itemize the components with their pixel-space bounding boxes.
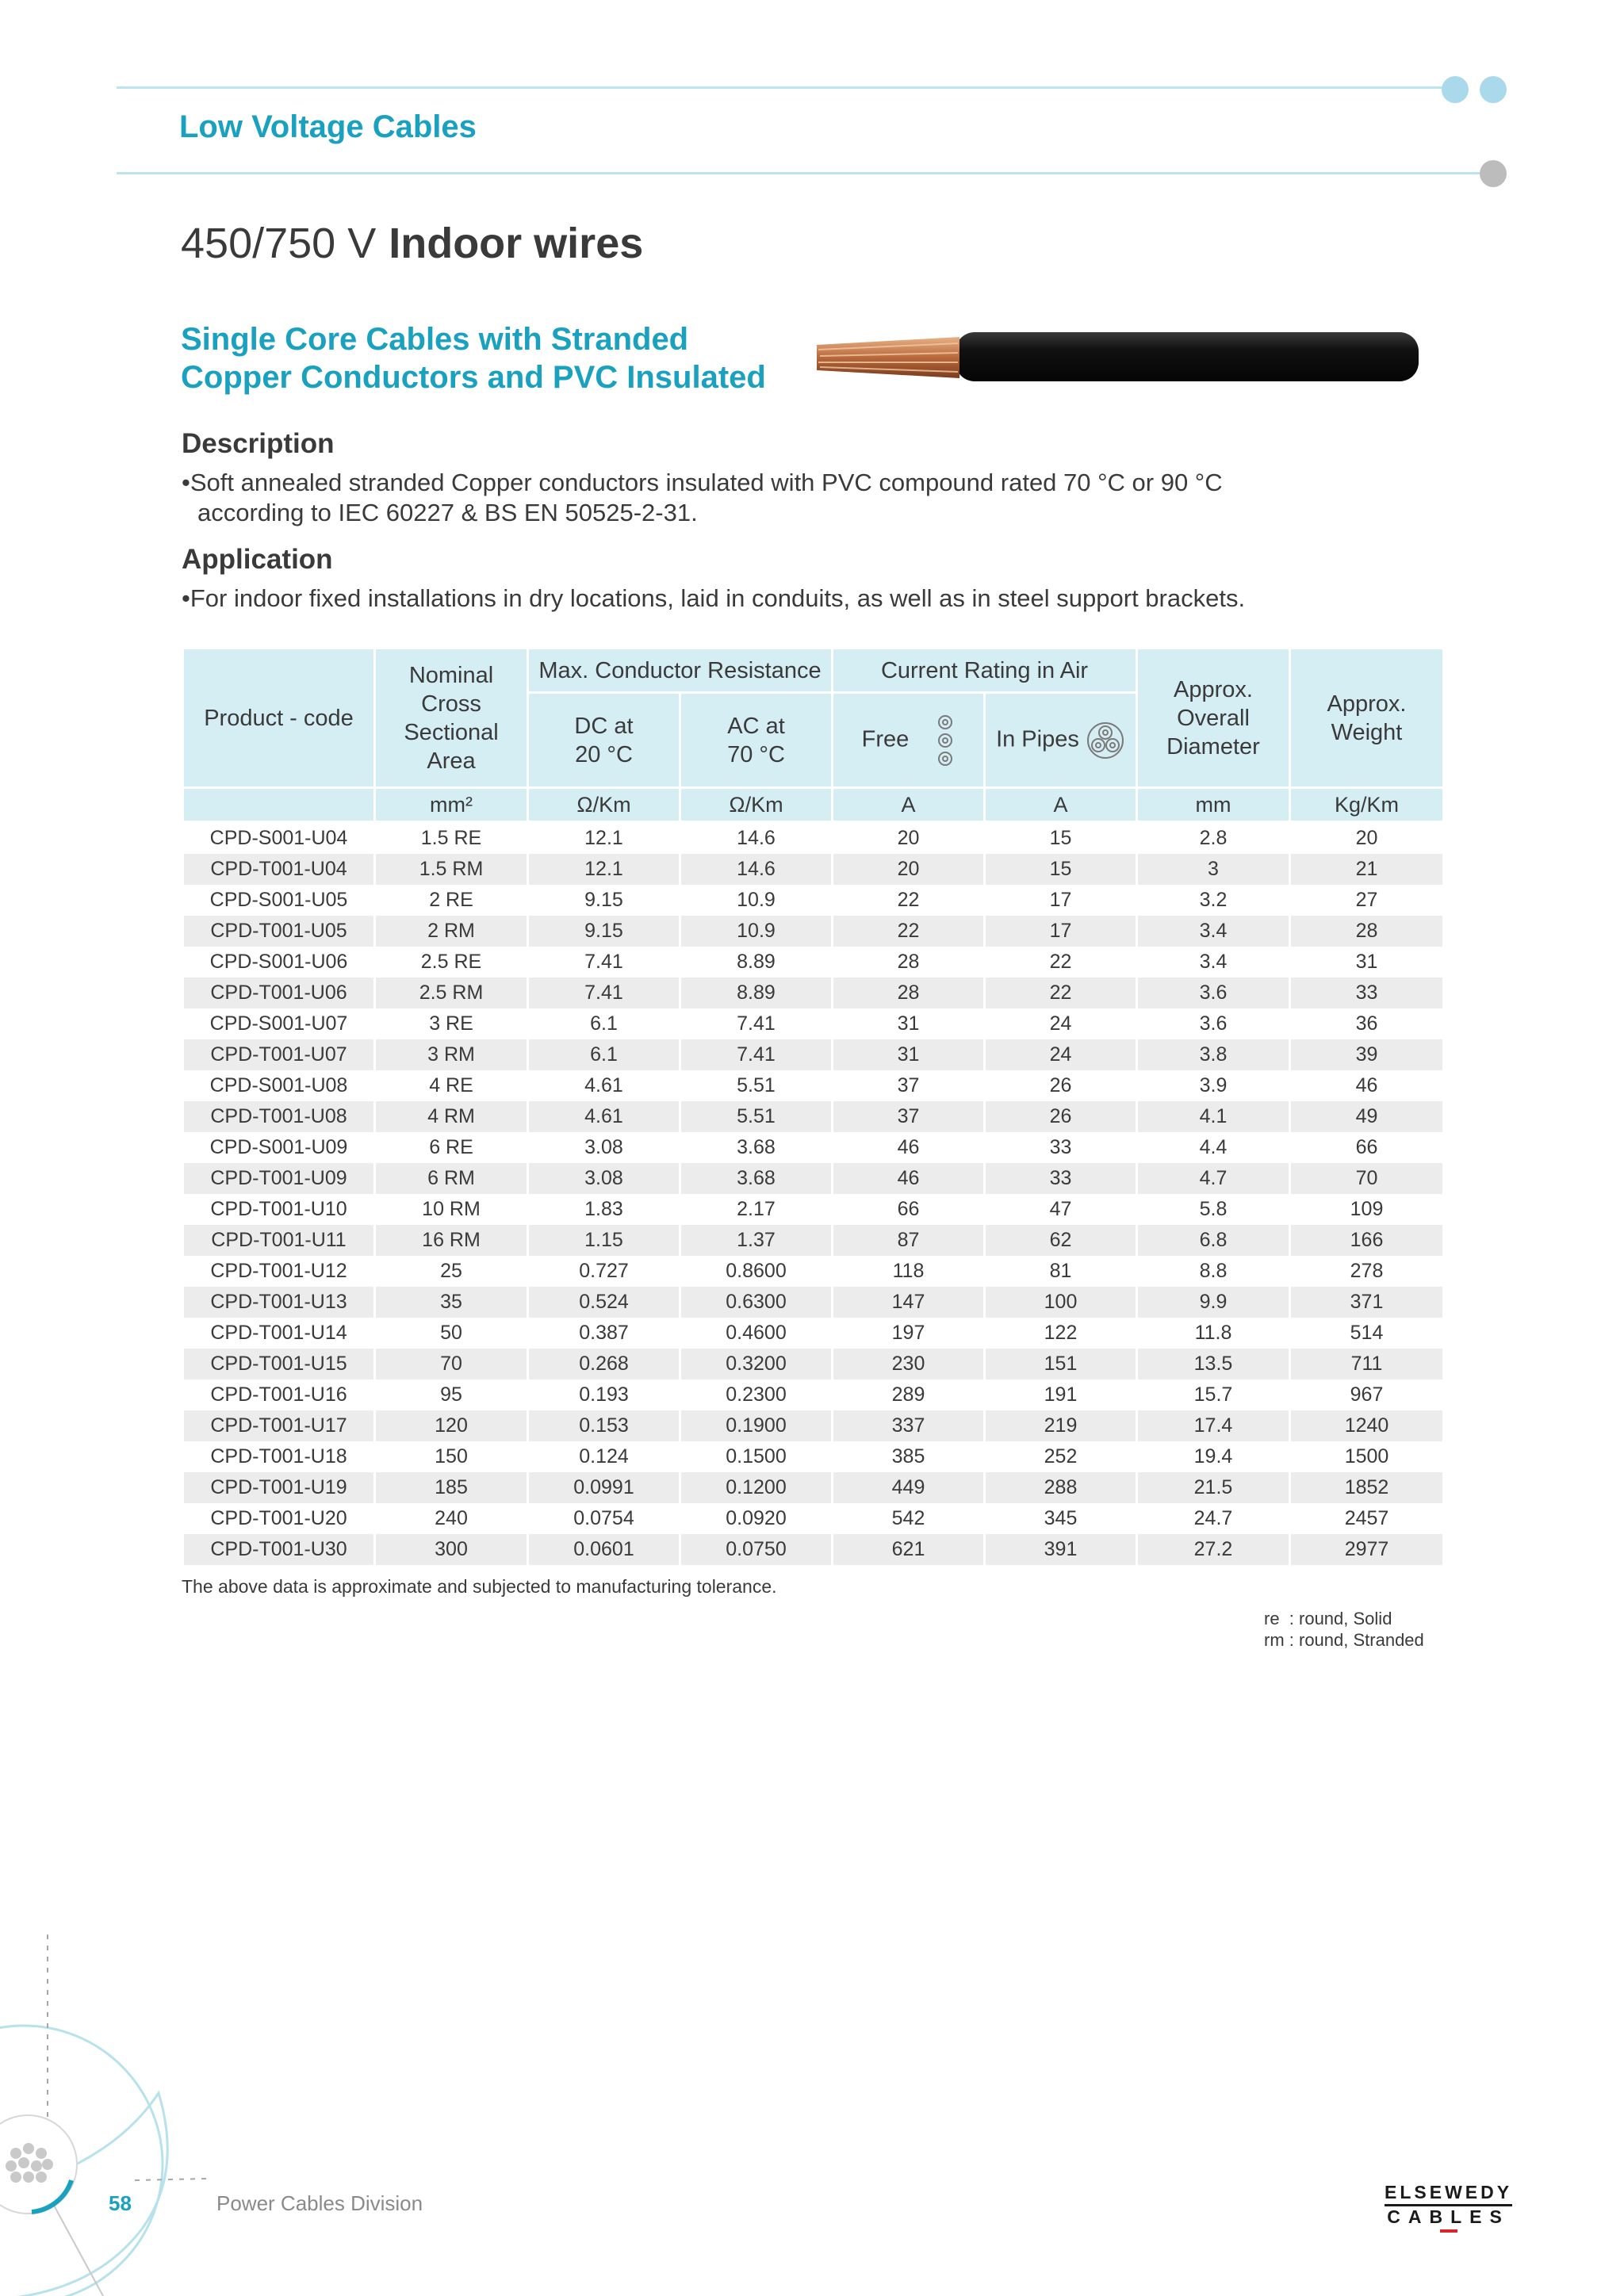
cell-area: 6 RE [375, 1132, 528, 1163]
cell-current-in-pipes: 22 [985, 947, 1137, 978]
cell-current-in-pipes: 81 [985, 1256, 1137, 1287]
cell-weight: 27 [1290, 885, 1444, 916]
cell-dc-resistance: 1.83 [528, 1194, 680, 1225]
cell-current-in-pipes: 33 [985, 1132, 1137, 1163]
cell-ac-resistance: 0.0750 [680, 1534, 833, 1565]
cell-dc-resistance: 0.0601 [528, 1534, 680, 1565]
cell-area: 4 RM [375, 1101, 528, 1132]
table-row [183, 1132, 1444, 1163]
cell-dc-resistance: 4.61 [528, 1101, 680, 1132]
cell-ac-resistance: 0.4600 [680, 1318, 833, 1349]
cell-product-code: CPD-T001-U12 [183, 1256, 375, 1287]
cell-current-in-pipes: 122 [985, 1318, 1137, 1349]
cell-weight: 514 [1290, 1318, 1444, 1349]
cable-image [809, 313, 1424, 400]
col-group-resistance: Max. Conductor Resistance [528, 649, 833, 693]
cell-weight: 28 [1290, 916, 1444, 947]
cell-dc-resistance: 0.268 [528, 1349, 680, 1380]
table-row [183, 1070, 1444, 1101]
cell-current-free: 20 [833, 822, 985, 855]
cell-dc-resistance: 3.08 [528, 1163, 680, 1194]
cell-ac-resistance: 14.6 [680, 854, 833, 885]
product-title [181, 320, 766, 396]
header-dot-blue-2 [1480, 76, 1507, 103]
cell-current-in-pipes: 62 [985, 1225, 1137, 1256]
cell-diameter: 27.2 [1137, 1534, 1290, 1565]
cell-dc-resistance: 1.15 [528, 1225, 680, 1256]
col-dc-l1: DC at [574, 713, 634, 739]
cell-diameter: 4.4 [1137, 1132, 1290, 1163]
cell-dc-resistance: 0.0991 [528, 1472, 680, 1503]
unit-diameter: mm [1137, 788, 1290, 822]
cell-area: 240 [375, 1503, 528, 1534]
cell-ac-resistance: 0.1500 [680, 1441, 833, 1472]
section-title: Low Voltage Cables [179, 109, 477, 144]
cell-weight: 109 [1290, 1194, 1444, 1225]
table-row [183, 1287, 1444, 1318]
table-row [183, 978, 1444, 1008]
cell-current-in-pipes: 47 [985, 1194, 1137, 1225]
cell-area: 3 RM [375, 1039, 528, 1070]
unit-ac: Ω/Km [680, 788, 833, 822]
tolerance-note: The above data is approximate and subjected to manufacturing tolerance. [182, 1576, 777, 1597]
cell-current-in-pipes: 100 [985, 1287, 1137, 1318]
cell-ac-resistance: 0.8600 [680, 1256, 833, 1287]
table-row [183, 1503, 1444, 1534]
cell-diameter: 6.8 [1137, 1225, 1290, 1256]
cell-ac-resistance: 3.68 [680, 1132, 833, 1163]
table-row [183, 1225, 1444, 1256]
cell-current-in-pipes: 22 [985, 978, 1137, 1008]
cell-current-free: 31 [833, 1008, 985, 1039]
cell-diameter: 4.7 [1137, 1163, 1290, 1194]
cell-product-code: CPD-T001-U05 [183, 916, 375, 947]
cell-diameter: 8.8 [1137, 1256, 1290, 1287]
cell-weight: 371 [1290, 1287, 1444, 1318]
cell-product-code: CPD-T001-U08 [183, 1101, 375, 1132]
cell-ac-resistance: 7.41 [680, 1039, 833, 1070]
cell-dc-resistance: 6.1 [528, 1039, 680, 1070]
col-weight [1290, 649, 1444, 788]
cable-cross-section-decoration [0, 1927, 238, 2296]
cell-diameter: 2.8 [1137, 822, 1290, 855]
spec-table [182, 647, 1445, 1565]
cell-product-code: CPD-S001-U08 [183, 1070, 375, 1101]
cell-product-code: CPD-T001-U11 [183, 1225, 375, 1256]
cell-area: 50 [375, 1318, 528, 1349]
product-group: Indoor wires [389, 220, 644, 267]
cell-diameter: 3.2 [1137, 885, 1290, 916]
cell-product-code: CPD-T001-U04 [183, 854, 375, 885]
cell-product-code: CPD-T001-U16 [183, 1380, 375, 1410]
table-row [183, 916, 1444, 947]
col-ac-l2: 70 °C [727, 741, 785, 767]
header-dot-gray [1480, 160, 1507, 187]
cell-area: 70 [375, 1349, 528, 1380]
cell-dc-resistance: 6.1 [528, 1008, 680, 1039]
cell-diameter: 3.9 [1137, 1070, 1290, 1101]
cell-current-in-pipes: 17 [985, 885, 1137, 916]
cell-current-free: 385 [833, 1441, 985, 1472]
cell-product-code: CPD-S001-U04 [183, 822, 375, 855]
cell-current-free: 621 [833, 1534, 985, 1565]
logo-line2: CABLES [1387, 2206, 1510, 2227]
col-ac [680, 693, 833, 788]
elsewedy-logo [1385, 2182, 1512, 2233]
cell-area: 2.5 RM [375, 978, 528, 1008]
cell-weight: 46 [1290, 1070, 1444, 1101]
unit-weight: Kg/Km [1290, 788, 1444, 822]
cell-area: 2.5 RE [375, 947, 528, 978]
col-diameter-l2: Overall [1177, 705, 1250, 731]
cell-weight: 31 [1290, 947, 1444, 978]
cell-weight: 711 [1290, 1349, 1444, 1380]
cell-diameter: 11.8 [1137, 1318, 1290, 1349]
cell-current-in-pipes: 288 [985, 1472, 1137, 1503]
table-row [183, 1039, 1444, 1070]
cell-dc-resistance: 0.193 [528, 1380, 680, 1410]
page-number: 58 [109, 2191, 132, 2215]
cell-diameter: 3.4 [1137, 916, 1290, 947]
cell-product-code: CPD-T001-U13 [183, 1287, 375, 1318]
cell-product-code: CPD-T001-U15 [183, 1349, 375, 1380]
cell-current-free: 289 [833, 1380, 985, 1410]
table-row [183, 854, 1444, 885]
cell-current-free: 46 [833, 1132, 985, 1163]
cell-current-in-pipes: 26 [985, 1101, 1137, 1132]
application-heading: Application [182, 544, 333, 575]
cell-ac-resistance: 14.6 [680, 822, 833, 855]
cell-area: 120 [375, 1410, 528, 1441]
cell-diameter: 13.5 [1137, 1349, 1290, 1380]
voltage-rating: 450/750 V [181, 220, 377, 267]
cell-weight: 278 [1290, 1256, 1444, 1287]
cell-current-in-pipes: 17 [985, 916, 1137, 947]
table-row [183, 1008, 1444, 1039]
table-row [183, 1472, 1444, 1503]
cell-weight: 1852 [1290, 1472, 1444, 1503]
cell-area: 95 [375, 1380, 528, 1410]
col-ac-l1: AC at [727, 713, 785, 739]
cell-area: 300 [375, 1534, 528, 1565]
cell-diameter: 3.4 [1137, 947, 1290, 978]
cell-product-code: CPD-S001-U07 [183, 1008, 375, 1039]
cell-current-free: 542 [833, 1503, 985, 1534]
cell-weight: 70 [1290, 1163, 1444, 1194]
cell-area: 150 [375, 1441, 528, 1472]
cell-weight: 1240 [1290, 1410, 1444, 1441]
table-row [183, 1194, 1444, 1225]
cell-product-code: CPD-T001-U10 [183, 1194, 375, 1225]
table-row [183, 1410, 1444, 1441]
cell-ac-resistance: 0.2300 [680, 1380, 833, 1410]
spec-table-body [183, 822, 1444, 1566]
table-row [183, 1441, 1444, 1472]
col-free-label: Free [861, 726, 910, 752]
cell-diameter: 19.4 [1137, 1441, 1290, 1472]
cell-ac-resistance: 0.1900 [680, 1410, 833, 1441]
description-line1: •Soft annealed stranded Copper conductors insulated with PVC compound rated 70 °C or 90 °C [182, 469, 1223, 496]
cell-dc-resistance: 7.41 [528, 978, 680, 1008]
cell-current-free: 37 [833, 1070, 985, 1101]
cell-dc-resistance: 0.387 [528, 1318, 680, 1349]
cell-product-code: CPD-T001-U19 [183, 1472, 375, 1503]
cell-current-free: 28 [833, 978, 985, 1008]
unit-dc: Ω/Km [528, 788, 680, 822]
cell-current-free: 197 [833, 1318, 985, 1349]
table-row [183, 822, 1444, 855]
cell-ac-resistance: 5.51 [680, 1070, 833, 1101]
legend-rm: rm : round, Stranded [1264, 1630, 1424, 1650]
cell-current-in-pipes: 219 [985, 1410, 1137, 1441]
product-title-line2: Copper Conductors and PVC Insulated [181, 360, 766, 395]
cell-weight: 39 [1290, 1039, 1444, 1070]
cell-dc-resistance: 9.15 [528, 885, 680, 916]
cell-area: 25 [375, 1256, 528, 1287]
cell-current-free: 118 [833, 1256, 985, 1287]
cell-ac-resistance: 1.37 [680, 1225, 833, 1256]
cell-current-in-pipes: 345 [985, 1503, 1137, 1534]
cell-diameter: 3.6 [1137, 978, 1290, 1008]
table-row [183, 1318, 1444, 1349]
cell-ac-resistance: 3.68 [680, 1163, 833, 1194]
cell-current-free: 66 [833, 1194, 985, 1225]
cell-dc-resistance: 0.524 [528, 1287, 680, 1318]
cell-ac-resistance: 7.41 [680, 1008, 833, 1039]
col-area-l3: Sectional [404, 719, 499, 745]
cell-current-free: 337 [833, 1410, 985, 1441]
cell-weight: 33 [1290, 978, 1444, 1008]
table-row [183, 1349, 1444, 1380]
header-bottom-rule [117, 172, 1488, 174]
cell-weight: 1500 [1290, 1441, 1444, 1472]
cell-current-free: 449 [833, 1472, 985, 1503]
abbreviation-legend [1264, 1608, 1424, 1651]
cell-current-free: 22 [833, 885, 985, 916]
cell-area: 1.5 RM [375, 854, 528, 885]
cell-area: 185 [375, 1472, 528, 1503]
cell-product-code: CPD-T001-U30 [183, 1534, 375, 1565]
cell-current-in-pipes: 24 [985, 1008, 1137, 1039]
cell-ac-resistance: 2.17 [680, 1194, 833, 1225]
cell-current-in-pipes: 15 [985, 822, 1137, 855]
cell-current-in-pipes: 15 [985, 854, 1137, 885]
cell-product-code: CPD-T001-U17 [183, 1410, 375, 1441]
cell-product-code: CPD-T001-U14 [183, 1318, 375, 1349]
cell-ac-resistance: 0.3200 [680, 1349, 833, 1380]
cell-current-in-pipes: 191 [985, 1380, 1137, 1410]
cell-current-in-pipes: 151 [985, 1349, 1137, 1380]
cell-dc-resistance: 0.124 [528, 1441, 680, 1472]
cell-area: 2 RM [375, 916, 528, 947]
page-heading [181, 219, 643, 268]
col-dc [528, 693, 680, 788]
cell-weight: 2457 [1290, 1503, 1444, 1534]
cell-dc-resistance: 12.1 [528, 822, 680, 855]
header-top-rule [117, 86, 1449, 89]
legend-re: re : round, Solid [1264, 1609, 1392, 1628]
cell-diameter: 21.5 [1137, 1472, 1290, 1503]
cell-weight: 166 [1290, 1225, 1444, 1256]
cell-weight: 66 [1290, 1132, 1444, 1163]
division-name: Power Cables Division [216, 2191, 423, 2215]
cell-diameter: 17.4 [1137, 1410, 1290, 1441]
cell-current-free: 147 [833, 1287, 985, 1318]
cell-product-code: CPD-T001-U09 [183, 1163, 375, 1194]
col-diameter-l3: Diameter [1166, 733, 1260, 760]
header-dot-blue-1 [1442, 76, 1469, 103]
col-area-l1: Nominal [408, 662, 494, 688]
description-line2: according to IEC 60227 & BS EN 50525-2-31. [197, 499, 698, 526]
cell-ac-resistance: 0.1200 [680, 1472, 833, 1503]
cell-diameter: 24.7 [1137, 1503, 1290, 1534]
col-weight-l1: Approx. [1327, 691, 1407, 717]
col-area-l2: Cross [421, 691, 481, 717]
unit-product-code [183, 788, 375, 822]
cell-dc-resistance: 9.15 [528, 916, 680, 947]
cell-diameter: 3.8 [1137, 1039, 1290, 1070]
cell-current-free: 46 [833, 1163, 985, 1194]
cell-weight: 20 [1290, 822, 1444, 855]
col-diameter [1137, 649, 1290, 788]
col-in-pipes-label: In Pipes [996, 726, 1079, 752]
cell-current-free: 37 [833, 1101, 985, 1132]
cell-current-free: 230 [833, 1349, 985, 1380]
col-weight-l2: Weight [1331, 719, 1403, 745]
table-row [183, 1256, 1444, 1287]
cell-dc-resistance: 0.153 [528, 1410, 680, 1441]
table-row [183, 1101, 1444, 1132]
cell-current-in-pipes: 26 [985, 1070, 1137, 1101]
table-row [183, 885, 1444, 916]
cell-product-code: CPD-T001-U20 [183, 1503, 375, 1534]
cell-weight: 36 [1290, 1008, 1444, 1039]
cell-ac-resistance: 0.6300 [680, 1287, 833, 1318]
cell-product-code: CPD-S001-U09 [183, 1132, 375, 1163]
cell-ac-resistance: 0.0920 [680, 1503, 833, 1534]
cell-current-in-pipes: 33 [985, 1163, 1137, 1194]
cell-product-code: CPD-T001-U06 [183, 978, 375, 1008]
cell-dc-resistance: 4.61 [528, 1070, 680, 1101]
col-product-code: Product - code [183, 649, 375, 788]
cell-area: 16 RM [375, 1225, 528, 1256]
cell-current-free: 28 [833, 947, 985, 978]
cell-product-code: CPD-T001-U07 [183, 1039, 375, 1070]
cell-diameter: 3 [1137, 854, 1290, 885]
cell-current-in-pipes: 252 [985, 1441, 1137, 1472]
col-diameter-l1: Approx. [1174, 676, 1253, 702]
cell-current-free: 87 [833, 1225, 985, 1256]
application-line1: •For indoor fixed installations in dry locations, laid in conduits, as well as in steel support brackets. [182, 584, 1246, 612]
cell-diameter: 5.8 [1137, 1194, 1290, 1225]
in-pipes-cables-icon [1086, 721, 1125, 760]
cell-weight: 967 [1290, 1380, 1444, 1410]
unit-area: mm² [375, 788, 528, 822]
description-heading: Description [182, 428, 335, 459]
free-air-cables-icon [936, 713, 955, 768]
cell-current-free: 20 [833, 854, 985, 885]
cell-ac-resistance: 8.89 [680, 978, 833, 1008]
cell-current-free: 31 [833, 1039, 985, 1070]
cell-diameter: 15.7 [1137, 1380, 1290, 1410]
table-row [183, 1163, 1444, 1194]
cell-diameter: 3.6 [1137, 1008, 1290, 1039]
cell-area: 35 [375, 1287, 528, 1318]
cell-dc-resistance: 7.41 [528, 947, 680, 978]
cell-ac-resistance: 8.89 [680, 947, 833, 978]
cell-area: 10 RM [375, 1194, 528, 1225]
table-row [183, 1534, 1444, 1565]
cell-current-in-pipes: 391 [985, 1534, 1137, 1565]
cell-dc-resistance: 12.1 [528, 854, 680, 885]
col-area-l4: Area [427, 748, 476, 774]
product-title-line1: Single Core Cables with Stranded [181, 322, 689, 357]
cell-diameter: 4.1 [1137, 1101, 1290, 1132]
cell-product-code: CPD-T001-U18 [183, 1441, 375, 1472]
unit-in-pipes: A [985, 788, 1137, 822]
cell-current-in-pipes: 24 [985, 1039, 1137, 1070]
cell-ac-resistance: 10.9 [680, 916, 833, 947]
col-dc-l2: 20 °C [575, 741, 633, 767]
logo-accent-bar [1440, 2229, 1457, 2233]
cell-diameter: 9.9 [1137, 1287, 1290, 1318]
cell-dc-resistance: 0.727 [528, 1256, 680, 1287]
cell-area: 4 RE [375, 1070, 528, 1101]
logo-line1: ELSEWEDY [1385, 2182, 1512, 2206]
cell-dc-resistance: 3.08 [528, 1132, 680, 1163]
cell-area: 3 RE [375, 1008, 528, 1039]
cell-area: 2 RE [375, 885, 528, 916]
cell-weight: 2977 [1290, 1534, 1444, 1565]
cell-ac-resistance: 5.51 [680, 1101, 833, 1132]
cell-product-code: CPD-S001-U06 [183, 947, 375, 978]
cell-ac-resistance: 10.9 [680, 885, 833, 916]
cell-product-code: CPD-S001-U05 [183, 885, 375, 916]
unit-free: A [833, 788, 985, 822]
cell-dc-resistance: 0.0754 [528, 1503, 680, 1534]
table-row [183, 947, 1444, 978]
col-area [375, 649, 528, 788]
col-free [833, 693, 985, 788]
cell-area: 6 RM [375, 1163, 528, 1194]
col-group-current: Current Rating in Air [833, 649, 1137, 693]
table-row [183, 1380, 1444, 1410]
col-in-pipes [985, 693, 1137, 788]
cell-weight: 21 [1290, 854, 1444, 885]
cell-current-free: 22 [833, 916, 985, 947]
cell-weight: 49 [1290, 1101, 1444, 1132]
cell-area: 1.5 RE [375, 822, 528, 855]
